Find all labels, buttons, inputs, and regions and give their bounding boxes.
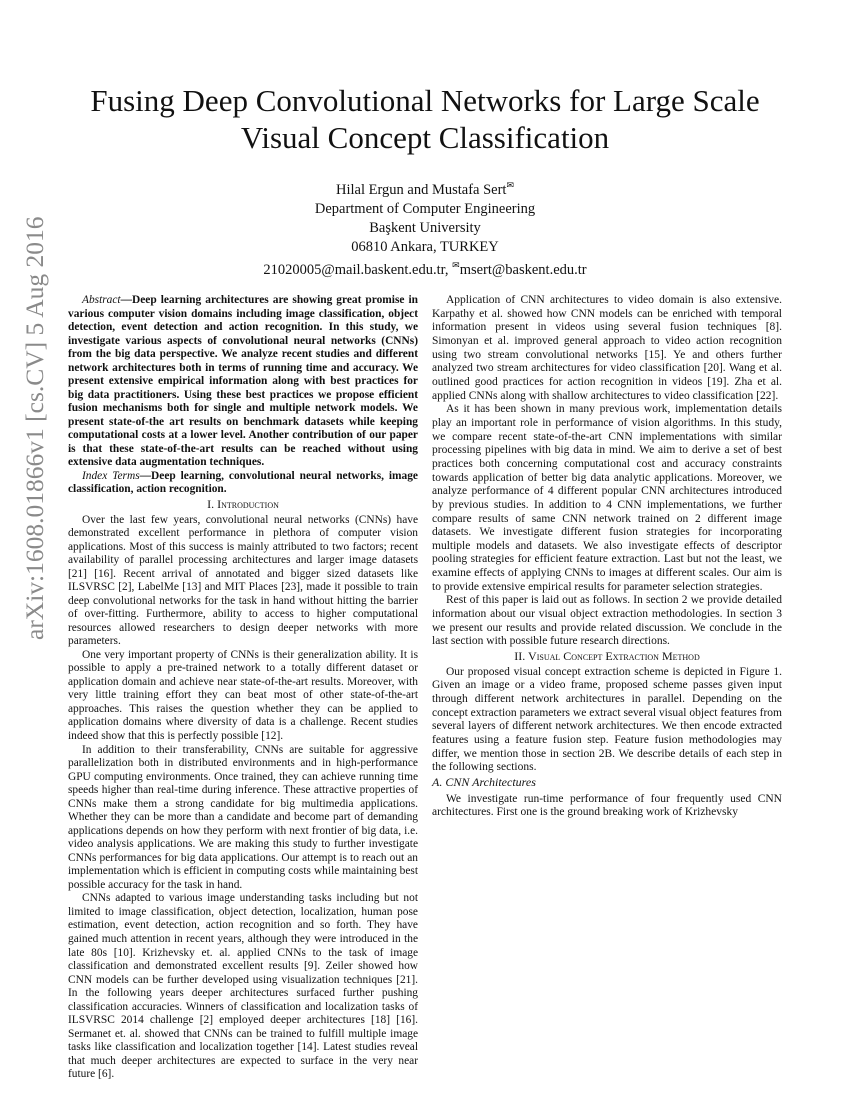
index-terms-label: Index Terms	[82, 469, 140, 482]
method-paragraph: We investigate run-time performance of four frequently used CNN architectures. First one is the ground breaking work of Krizhevsky	[432, 792, 782, 819]
abstract-text: —Deep learning architectures are showing great promise in various computer vision domains including image classification, object detection, event detection and action recognition. In this study, we investigate various aspects of convolutional neural networks (CNNs) from the big data perspective. We analyze recent studies and different network architectures both in terms of running time and accuracy. We present extensive empirical information along with best practices for big data practitioners. Using these best practices we propose efficient fusion mechanisms both for single and multiple network models. We present state-of-the art results on benchmark datasets while keeping computational costs at a lower level. Another contribution of our paper is that these state-of-the-art results can be reached without using extensive data augmentation techniques.	[68, 294, 418, 469]
envelope-icon: ✉	[506, 181, 515, 191]
intro-paragraph: In addition to their transferability, CNNs are suitable for aggressive parallelization both in distributed environments and in high-performance GPU computing environments. Once trained, they can achieve running time speeds higher than real-time during inference. These attractive properties of CNNs make them a strong candidate for big multimedia applications. Whether they can be more than a candidate and become part of demanding applications depends on how they perform with next frontier of big data, i.e. video analysis applications. We are making this study to further investigate CNNs performances for big data applications. Our attempt is to reach out an implementation which is efficient in computing costs while maintaining best possible accuracy for the task in hand.	[68, 743, 418, 891]
author-address: 06810 Ankara, TURKEY	[351, 238, 499, 255]
author-block	[150, 177, 700, 280]
abstract	[68, 294, 418, 470]
left-column	[68, 294, 418, 1082]
author-email-second: msert@baskent.edu.tr	[459, 261, 587, 278]
author-email-first: 21020005@mail.baskent.edu.tr,	[263, 261, 453, 278]
section-heading-method: II. Visual Concept Extraction Method	[514, 649, 700, 664]
method-paragraph: Our proposed visual concept extraction scheme is depicted in Figure 1. Given an image or a video frame, proposed scheme passes given input through different network architectures in parallel. Depending on the concept extraction parameters we extract several visual object features from several layers of different network architectures. We then encode extracted features using a feature fusion step. Feature fusion methodologies may differ, we mention those in section 2B. We describe details of each step in the following sections.	[432, 665, 782, 774]
intro-paragraph: Over the last few years, convolutional neural networks (CNNs) have demonstrated excellent performance in plethora of computer vision applications. Most of this success is mainly attributed to two factors; recent availability of parallel processing architectures and larger image datasets [21] [16]. Recent arrival of annotated and bigger sized datasets like ILSVRSC [2], LabelMe [13] and MIT Places [23], made it possible to train deep convolutional networks for the task in hand without hitting the barrier of over-fitting. Furthermore, ability to access to higher computational resources allowed researchers to design deeper networks with more parameters.	[68, 513, 418, 648]
author-names-line	[150, 177, 700, 200]
author-university: Başkent University	[369, 219, 481, 236]
abstract-label: Abstract	[82, 294, 121, 306]
index-terms	[68, 470, 418, 497]
paper-title: Fusing Deep Convolutional Networks for Large Scale Visual Concept Classification	[90, 83, 760, 155]
intro-paragraph: Rest of this paper is laid out as follows. In section 2 we provide detailed information about our visual object extraction methodologies. In section 3 we present our results and provide related discussion. We conclude in the last section with possible future research directions.	[432, 594, 782, 648]
intro-paragraph: Application of CNN architectures to video domain is also extensive. Karpathy et al. showed how CNN models can be enriched with temporal information present in videos using several fusion techniques [8]. Simonyan et al. improved general approach to video action recognition using two stream convolutional networks [15]. Ye and others further analyzed two stream architectures for video classification [20]. Wang et al. outlined good practices for action recognition in videos [19]. Zha et al. applied CNNs along with shallow architectures to video classification [22].	[432, 294, 782, 402]
arxiv-identifier: arXiv:1608.01866v1 [cs.CV] 5 Aug 2016	[20, 216, 49, 640]
right-column	[432, 294, 782, 820]
index-terms-text: —Deep learning, convolutional neural networks, image classification, action recognition.	[68, 469, 418, 496]
intro-paragraph: CNNs adapted to various image understanding tasks including but not limited to image classification, object detection, localization, human pose estimation, event detection, action recognition and so forth. They have gained much attention in recent years, although they were introduced in the late 80s [10]. Krizhevsky et. al. applied CNNs to the task of image classification and demonstrated excellent results [9]. Zeiler showed how CNN models can be further developed using visualization techniques [21]. In the following years deeper architectures surfaced further pushing classification accuracies. Winners of classification and localization tasks of ILSVRSC 2014 challenge [2] employed deeper architectures [18] [16]. Sermanet et. al. showed that CNNs can be trained to fulfill multiple image tasks like classification and localization together [14]. Latest studies reveal that much deeper architectures are expected to surface in the very near future [6].	[68, 892, 418, 1081]
intro-paragraph: One very important property of CNNs is their generalization ability. It is possible to apply a pre-trained network to a totally different dataset or application domain and achieve near state-of-the-art results. Moreover, with very little training effort they can beat most of other state-of-the-art approaches. This raises the question whether they can be applied to application domains where diversity of data is a challenge. Recent studies indeed show that this is perfectly possible [12].	[68, 648, 418, 742]
section-heading-introduction: I. Introduction	[207, 496, 279, 511]
intro-paragraph: As it has been shown in many previous work, implementation details play an important role in performance of vision algorithms. In this study, we compare recent state-of-the-art CNN implementations with similar processing pipelines with big data in mind. We aim to derive a set of best practices both concerning computational cost and accuracy constraints towards application of better big data analytic applications. Moreover, we analyze performance of 4 different popular CNN architectures introduced by previous studies. In addition to 4 CNN implementations, we further compare results of same CNN network trained on 2 different image datasets. We investigate different fusion strategies for incorporating multiple models and datasets. We also investigate effects of descriptor pooling strategies for efficient feature extraction. Last but not the least, we examine effects of applying CNNs to images at different scales. Our aim is to provide extensive empirical results for parameter selection strategies.	[432, 403, 782, 593]
author-department: Department of Computer Engineering	[314, 200, 536, 217]
author-emails	[150, 257, 700, 280]
author-names: Hilal Ergun and Mustafa Sert	[335, 181, 507, 198]
subsection-heading-cnn-architectures: A. CNN Architectures	[432, 774, 536, 789]
envelope-icon: ✉	[452, 260, 460, 271]
